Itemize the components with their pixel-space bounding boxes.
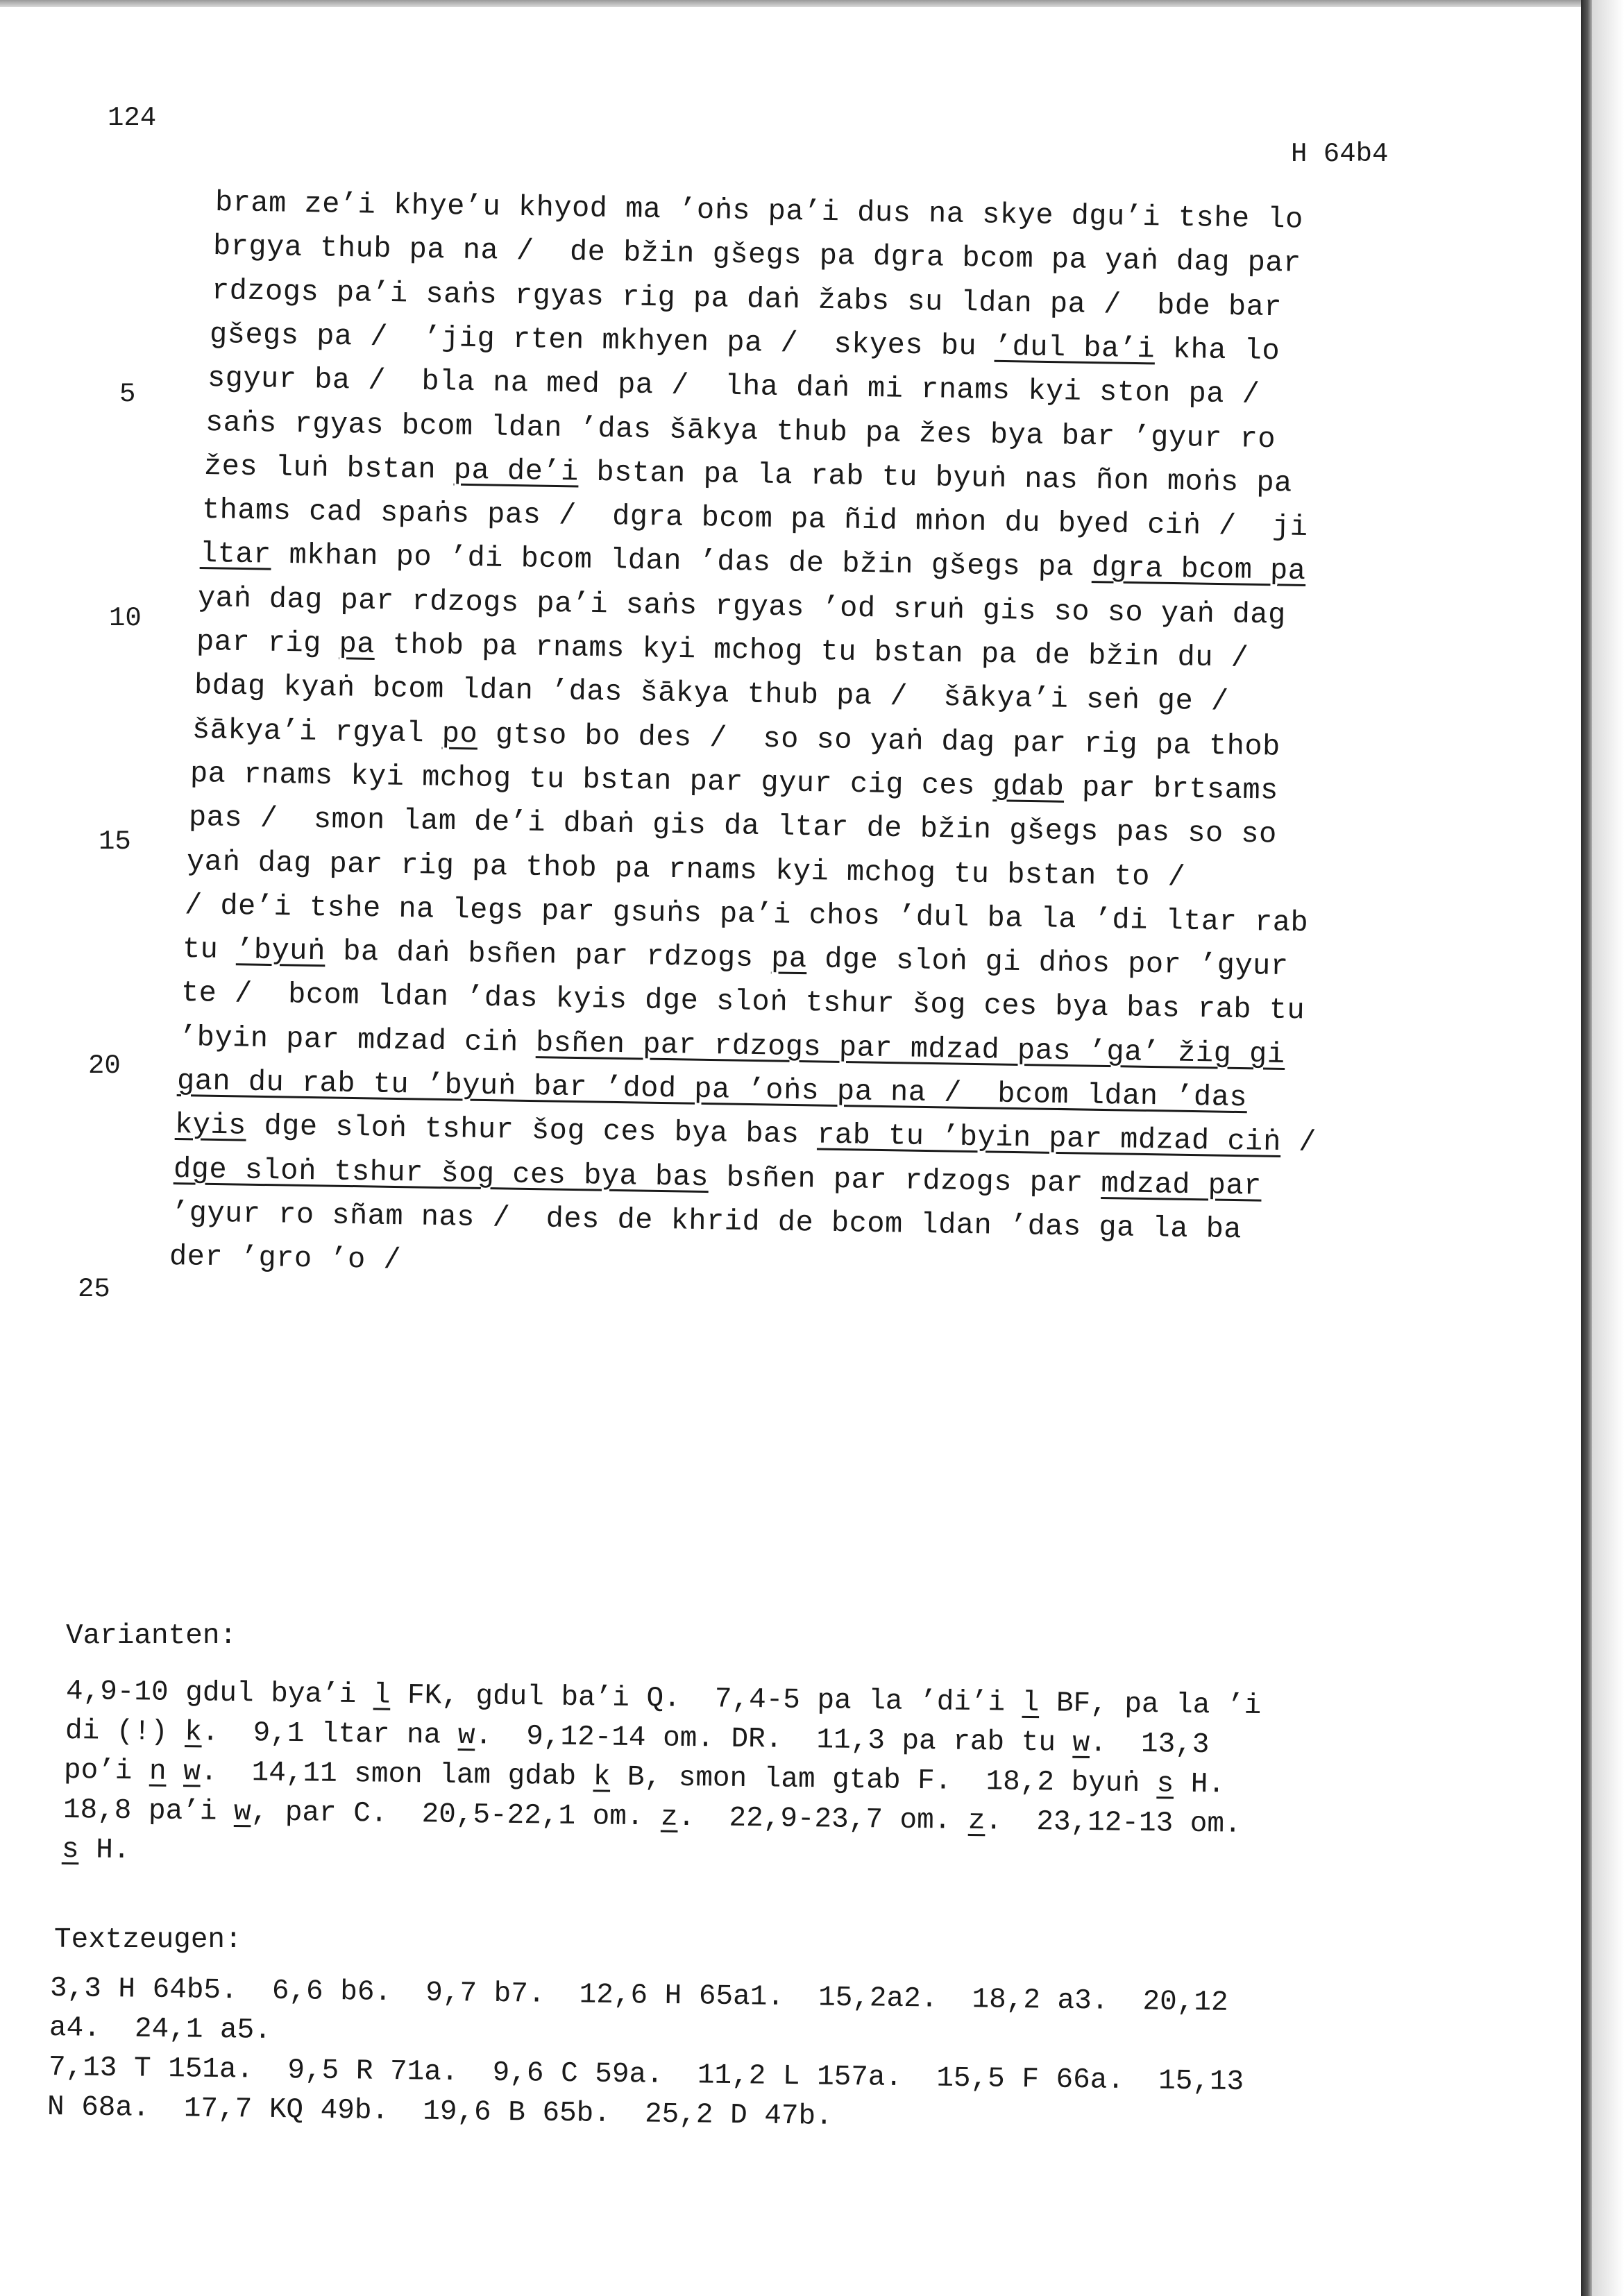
text-segment: ba daṅ bsñen par rdzogs [325,935,772,976]
line-number: 15 [99,826,131,857]
text-segment: šākya’i rgyal [192,713,443,751]
text-line [213,230,1302,280]
line-number: 25 [78,1274,110,1304]
text-segment: 7,13 T 151a. 9,5 R 71a. 9,6 C 59a. 11,2 L 157a. 15,5 F 66a. 15,13 [48,2052,1244,2099]
text-line [196,625,1249,675]
text-segment: , par C. 20,5-22,1 om. [250,1796,661,1834]
apparatus-line [49,2012,271,2047]
underlined-segment: mdzad par [1100,1166,1262,1203]
apparatus-line [62,1794,1241,1841]
text-line [194,669,1228,718]
text-segment: tu [182,933,237,967]
text-segment: par brtsams [1064,770,1279,808]
underlined-segment: pa [771,942,808,976]
text-segment: di (!) [65,1715,185,1749]
text-line [215,186,1304,237]
underlined-segment: bsñen par rdzogs par mdzad pas ’ga’ žig gi [535,1026,1285,1071]
text-line [180,976,1305,1027]
text-line [188,801,1277,851]
text-segment: . 14,11 smon lam gdab [200,1756,593,1794]
underlined-segment: l [373,1679,391,1712]
text-segment: N 68a. 17,7 KQ 49b. 19,6 B 65b. 25,2 D 47b. [47,2091,834,2133]
text-segment: bsñen par rdzogs par [708,1160,1101,1200]
text-segment: BF, pa la ’i [1039,1687,1262,1723]
text-line [190,757,1279,808]
underlined-segment: z [967,1805,986,1838]
underlined-segment: dge sloṅ tshur šog ces bya bas [173,1152,709,1194]
text-segment: brgya thub pa na / de bžin gšegs pa dgra bcom pa yaṅ dag par [212,230,1302,280]
text-segment: bram ze’i khye’u khyod ma ’oṅs pa’i dus na skye dgu’i tshe lo [214,186,1304,237]
line-number: 10 [109,602,142,633]
text-segment: dge sloṅ gi dṅos por ’gyur [806,942,1289,984]
apparatus-line [64,1755,1226,1801]
text-segment: . 9,1 ltar na [201,1717,458,1752]
text-segment [166,1756,183,1788]
text-segment: gšegs pa / ’jig rten mkhyen pa / skyes bu [209,317,995,364]
apparatus-line [65,1715,1209,1761]
text-segment: bdag kyaṅ bcom ldan ’das šākya thub pa / šākya’i seṅ ge / [194,669,1229,719]
underlined-segment: gan du rab tu ’byuṅ bar ’dod pa ’oṅs pa na / bcom ldan ’das [176,1064,1248,1115]
underlined-segment: s [61,1834,79,1866]
text-line [169,1240,402,1277]
text-segment: dge sloṅ tshur šog ces bya bas [246,1109,818,1152]
text-segment: H. [1173,1768,1226,1801]
underlined-segment: w [1072,1727,1090,1760]
variants-heading: Varianten: [66,1620,237,1652]
apparatus-line [47,2091,833,2133]
line-number: 5 [119,379,136,409]
text-line [173,1153,1262,1203]
folio-reference: H 64b4 [1291,139,1389,169]
text-line [185,889,1309,939]
underlined-segment: k [184,1717,202,1749]
text-line [175,1108,1317,1159]
text-line [208,362,1260,411]
witnesses-heading: Textzeugen: [54,1924,242,1956]
text-segment: po’i [63,1755,150,1788]
underlined-segment: ltar [199,537,272,572]
underlined-segment: po [441,717,478,751]
text-segment: / [1280,1125,1317,1160]
text-line [183,933,1289,983]
text-line [209,318,1280,368]
underlined-segment: pa de’i [452,453,579,489]
apparatus-line [66,1676,1262,1722]
underlined-segment: l [1022,1687,1040,1720]
underlined-segment: w [233,1796,251,1829]
text-line [198,581,1287,632]
underlined-segment: w [457,1719,475,1753]
text-segment: yaṅ dag par rdzogs pa’i saṅs rgyas ’od sruṅ gis so so yaṅ dag [197,581,1287,632]
text-segment: pa rnams kyi mchog tu bstan par gyur cig ces [189,756,994,803]
text-segment: thob pa rnams kyi mchog tu bstan pa de bžin du / [374,628,1249,675]
text-segment: thams cad spaṅs pas / dgra bcom pa ñid mṅon du byed ciṅ / ji [201,493,1308,545]
text-line [203,450,1292,500]
text-line [177,1064,1248,1114]
text-segment: . 23,12-13 om. [984,1805,1242,1841]
text-segment: B, smon lam gtab F. 18,2 byuṅ [610,1761,1157,1801]
text-line [171,1196,1242,1246]
text-segment: ’byin par mdzad ciṅ [178,1020,536,1060]
text-segment: 3,3 H 64b5. 6,6 b6. 9,7 b7. 12,6 H 65a1. 15,2a2. 18,2 a3. 20,12 [49,1973,1228,2019]
text-segment: saṅs rgyas bcom ldan ’das šākya thub pa žes bya bar ’gyur ro [205,405,1276,456]
text-line [205,406,1276,456]
text-segment: bstan pa la rab tu byuṅ nas ñon moṅs pa [577,455,1292,500]
underlined-segment: s [1156,1768,1174,1801]
text-segment: mkhan po ’di bcom ldan ’das de bžin gšegs pa [271,538,1092,585]
text-segment: . 13,3 [1089,1728,1210,1762]
underlined-segment: n [149,1755,167,1788]
text-segment: / de’i tshe na legs par gsuṅs pa’i chos ’dul ba la ’di ltar rab [184,888,1309,940]
text-segment: H. [78,1834,130,1867]
apparatus-line [62,1834,130,1866]
underlined-segment: dgra bcom pa [1091,551,1306,588]
text-segment: kha lo [1154,332,1280,368]
text-segment: te / bcom ldan ’das kyis dge sloṅ tshur šog ces bya bas rab tu [180,976,1305,1028]
text-segment: . 9,12-14 om. DR. 11,3 pa rab tu [474,1720,1073,1760]
text-segment: yaṅ dag par rig pa thob pa rnams kyi mchog tu bstan to / [186,844,1186,894]
underlined-segment: k [593,1761,611,1794]
text-segment: a4. 24,1 a5. [49,2012,271,2047]
text-segment: sgyur ba / bla na med pa / lha daṅ mi rnams kyi ston pa / [207,362,1260,412]
apparatus-line [50,1973,1228,2019]
text-line [201,493,1308,544]
underlined-segment: z [660,1801,678,1834]
underlined-segment: kyis [174,1108,247,1143]
underlined-segment: pa [338,627,375,662]
text-line [186,845,1185,894]
text-segment: der ’gro ’o / [169,1240,402,1277]
underlined-segment: ’byuṅ [236,933,326,969]
text-segment: gtso bo des / so so yaṅ dag par rig pa thob [477,717,1281,764]
text-line [200,537,1306,588]
text-segment: žes luṅ bstan [203,449,454,487]
text-segment: FK, gdul ba’i Q. 7,4-5 pa la ’di’i [390,1679,1023,1719]
underlined-segment: gdab [992,769,1065,804]
text-line [192,713,1281,764]
text-segment: ’gyur ro sñam nas / des de khrid de bcom ldan ’das ga la ba [171,1196,1242,1247]
text-line [211,274,1282,324]
apparatus-line [48,2052,1244,2098]
text-segment: . 22,9-23,7 om. [677,1801,968,1837]
line-number: 20 [88,1050,121,1081]
text-segment: 18,8 pa’i [62,1794,234,1829]
underlined-segment: w [183,1756,201,1789]
underlined-segment: ’dul ba’i [994,330,1156,366]
text-segment: rdzogs pa’i saṅs rgyas rig pa daṅ žabs su ldan pa / bde bar [211,273,1282,324]
text-line [178,1021,1285,1071]
text-segment: par rig [196,625,339,661]
page-number: 124 [108,103,157,133]
text-segment: 4,9-10 gdul bya’i [65,1676,374,1712]
underlined-segment: rab tu ’byin par mdzad ciṅ [817,1118,1282,1159]
text-segment: pas / smon lam de’i dbaṅ gis da ltar de bžin gšegs pas so so [188,801,1277,851]
